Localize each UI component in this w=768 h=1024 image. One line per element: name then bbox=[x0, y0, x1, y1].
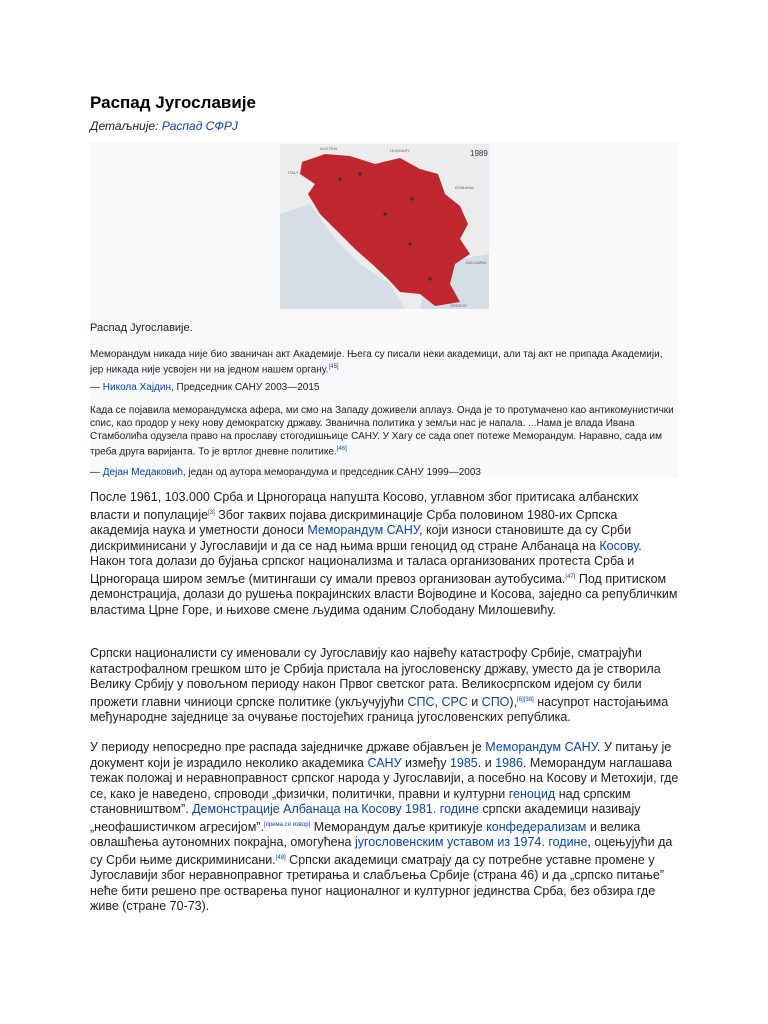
attribution-dash: — bbox=[90, 382, 103, 393]
figure-box bbox=[90, 142, 678, 478]
link-srs[interactable]: СРС bbox=[441, 694, 468, 709]
map-label: HUNGARY bbox=[390, 148, 410, 153]
link-kosovo[interactable]: Косову bbox=[599, 538, 639, 553]
yugoslavia-map-image bbox=[280, 144, 489, 309]
map-label: GREECE bbox=[450, 303, 467, 308]
map-label: AUSTRIA bbox=[320, 146, 338, 151]
paragraph-kosovo: После 1961, 103.000 Срба и Црногораца напушта Косово, углавном због притисака албанских власти и популације[3] Због таквих појава дискриминације Срба половином 1980-их Српска академија наука и уметности доноси Меморандум САНУ, који износи становиште да су Срби дискриминисани у Југославији и да се над њима врши геноцид од стране Албанаца на Косову. Након тога долази до бујања српског национализма и таласа организованих протеста Срба и Црногораца широм земље (митингаши су имали превоз организован аутобусима.[47] Под притиском демонстрација, долази до рушења покрајинских власти Војводине и Косова, заједно са републичким властима Црне Горе, и њихове смене људима оданим Слободану Милошевићу. bbox=[90, 490, 678, 617]
link-constitution-1974[interactable]: југословенским уставом из 1974. године bbox=[354, 835, 588, 850]
citation-needed-link[interactable]: [према се извор] bbox=[263, 821, 311, 828]
page-title: Распад Југославије bbox=[90, 93, 256, 112]
city-dot bbox=[410, 197, 413, 200]
link-memorandum[interactable]: Меморандум САНУ bbox=[307, 523, 420, 538]
link-1986[interactable]: 1986 bbox=[495, 755, 523, 770]
attribution-dash: — bbox=[90, 467, 103, 478]
reference-link[interactable]: [46] bbox=[336, 446, 347, 452]
city-dot bbox=[358, 172, 361, 175]
city-dot bbox=[408, 242, 411, 245]
quote-attribution bbox=[90, 382, 319, 393]
map-label: ITALY bbox=[288, 170, 299, 175]
link-sanu[interactable]: САНУ bbox=[367, 755, 402, 770]
link-spo[interactable]: СПО bbox=[481, 694, 510, 709]
link-confederalism[interactable]: конфедерализам bbox=[486, 819, 587, 834]
hatnote-link[interactable]: Распад СФРЈ bbox=[161, 119, 238, 133]
city-dot bbox=[383, 212, 386, 215]
city-dot bbox=[428, 277, 431, 280]
reference-link[interactable]: [3] bbox=[208, 509, 215, 516]
quote-medakovic bbox=[90, 404, 678, 458]
hatnote bbox=[90, 119, 238, 133]
map-label: BULGARIA bbox=[466, 260, 487, 265]
city-dot bbox=[338, 177, 341, 180]
hatnote-prefix: Детаљније: bbox=[90, 119, 162, 133]
link-demonstrations-1981[interactable]: Демонстрације Албанаца на Косову 1981. године bbox=[192, 802, 479, 816]
quote-hajdin bbox=[90, 348, 678, 376]
figure-caption: Распад Југославије. bbox=[90, 322, 193, 334]
reference-link[interactable]: [45] bbox=[328, 364, 339, 370]
map-year: 1989 bbox=[470, 149, 488, 158]
map-label: ROMANIA bbox=[455, 185, 474, 190]
author-link-hajdin[interactable]: Никола Хајдин bbox=[102, 382, 171, 393]
link-memorandum-sanu[interactable]: Меморандум САНУ bbox=[485, 740, 597, 754]
link-1985[interactable]: 1985 bbox=[449, 755, 478, 770]
reference-link[interactable]: [38] bbox=[523, 696, 534, 703]
reference-link[interactable]: [6] bbox=[517, 696, 524, 703]
attribution-text: , један од аутора меморандума и председник САНУ 1999—2003 bbox=[182, 467, 481, 478]
attribution-text: , Председник САНУ 2003—2015 bbox=[171, 382, 320, 393]
link-sps[interactable]: СПС bbox=[407, 694, 435, 709]
author-link-medakovic[interactable]: Дејан Медаковић bbox=[102, 467, 183, 478]
paragraph-nationalists: Српски националисти су именовали су Југославију као највећу катастрофу Србије, сматрајући катастрофалном грешком што је Србија пристала на југословенску државу, уместо да је створила Велику Србију у повољном периоду након Првог светског рата. Великосрпском идејом су били прожети главни чиниоци српске политике (укључујући СПС, СРС и СПО),[6][38] насупрот настојањима међународне заједнице за очување постојећих граница југословенских република. bbox=[90, 646, 669, 725]
link-genocide[interactable]: геноцид bbox=[508, 786, 556, 801]
reference-link[interactable]: [47] bbox=[565, 573, 576, 580]
paragraph-memorandum: У периоду непосредно пре распада заједничке државе објављен је Меморандум САНУ. У питању је документ који је израдило неколико академика САНУ између 1985. и 1986. Меморандум наглашава тежак положај и неравноправност српског народа у Југославији, а посебно на Косову и Метохији, где се, како је наведено, спроводи „физички, политички, правни и културни геноцид над српским становништвом”. Демонстрације Албанаца на Косову 1981. године српски академици називају „неофашистичком агресијом”.[према се извор] Меморандум даље критикује конфедерализам и велика овлашћења аутономних покрајна, омогућена југословенским уставом из 1974. године, оцењујући да су Срби њиме дискриминисани.[48] Српски академици сматрају да су потребне уставне промене у Југославији због неравноправног третирања и слабљења Србије (страна 46) и да „српско питање” неће бити решено пре остварења пуног националног и културног јединства Срба, без обзира где живе (стране 70-73). bbox=[90, 740, 679, 914]
quote-text: Када се појавила меморандумска афера, ми смо на Западу доживели аплауз. Онда је то протумачено као антикомунистички спис, као продор у неку нову демократску државу. Званична политика у земљи нас је напала. ...Нама је влада Ивана Стамболића одузела право на прославу стогодишњице САНУ. У Хагу се сада опет потеже Меморандум. Наравно, сада им треба друга варијанта. То је вртлог дневне политике. bbox=[90, 405, 674, 458]
reference-link[interactable]: [48] bbox=[275, 854, 286, 861]
quote-text: Меморандум никада није био званичан акт Академије. Њега су писали неки академици, али тај акт не припада Академији, јер никада није усвојен ни на једном нашем органу. bbox=[90, 349, 663, 376]
quote-attribution bbox=[90, 467, 481, 478]
